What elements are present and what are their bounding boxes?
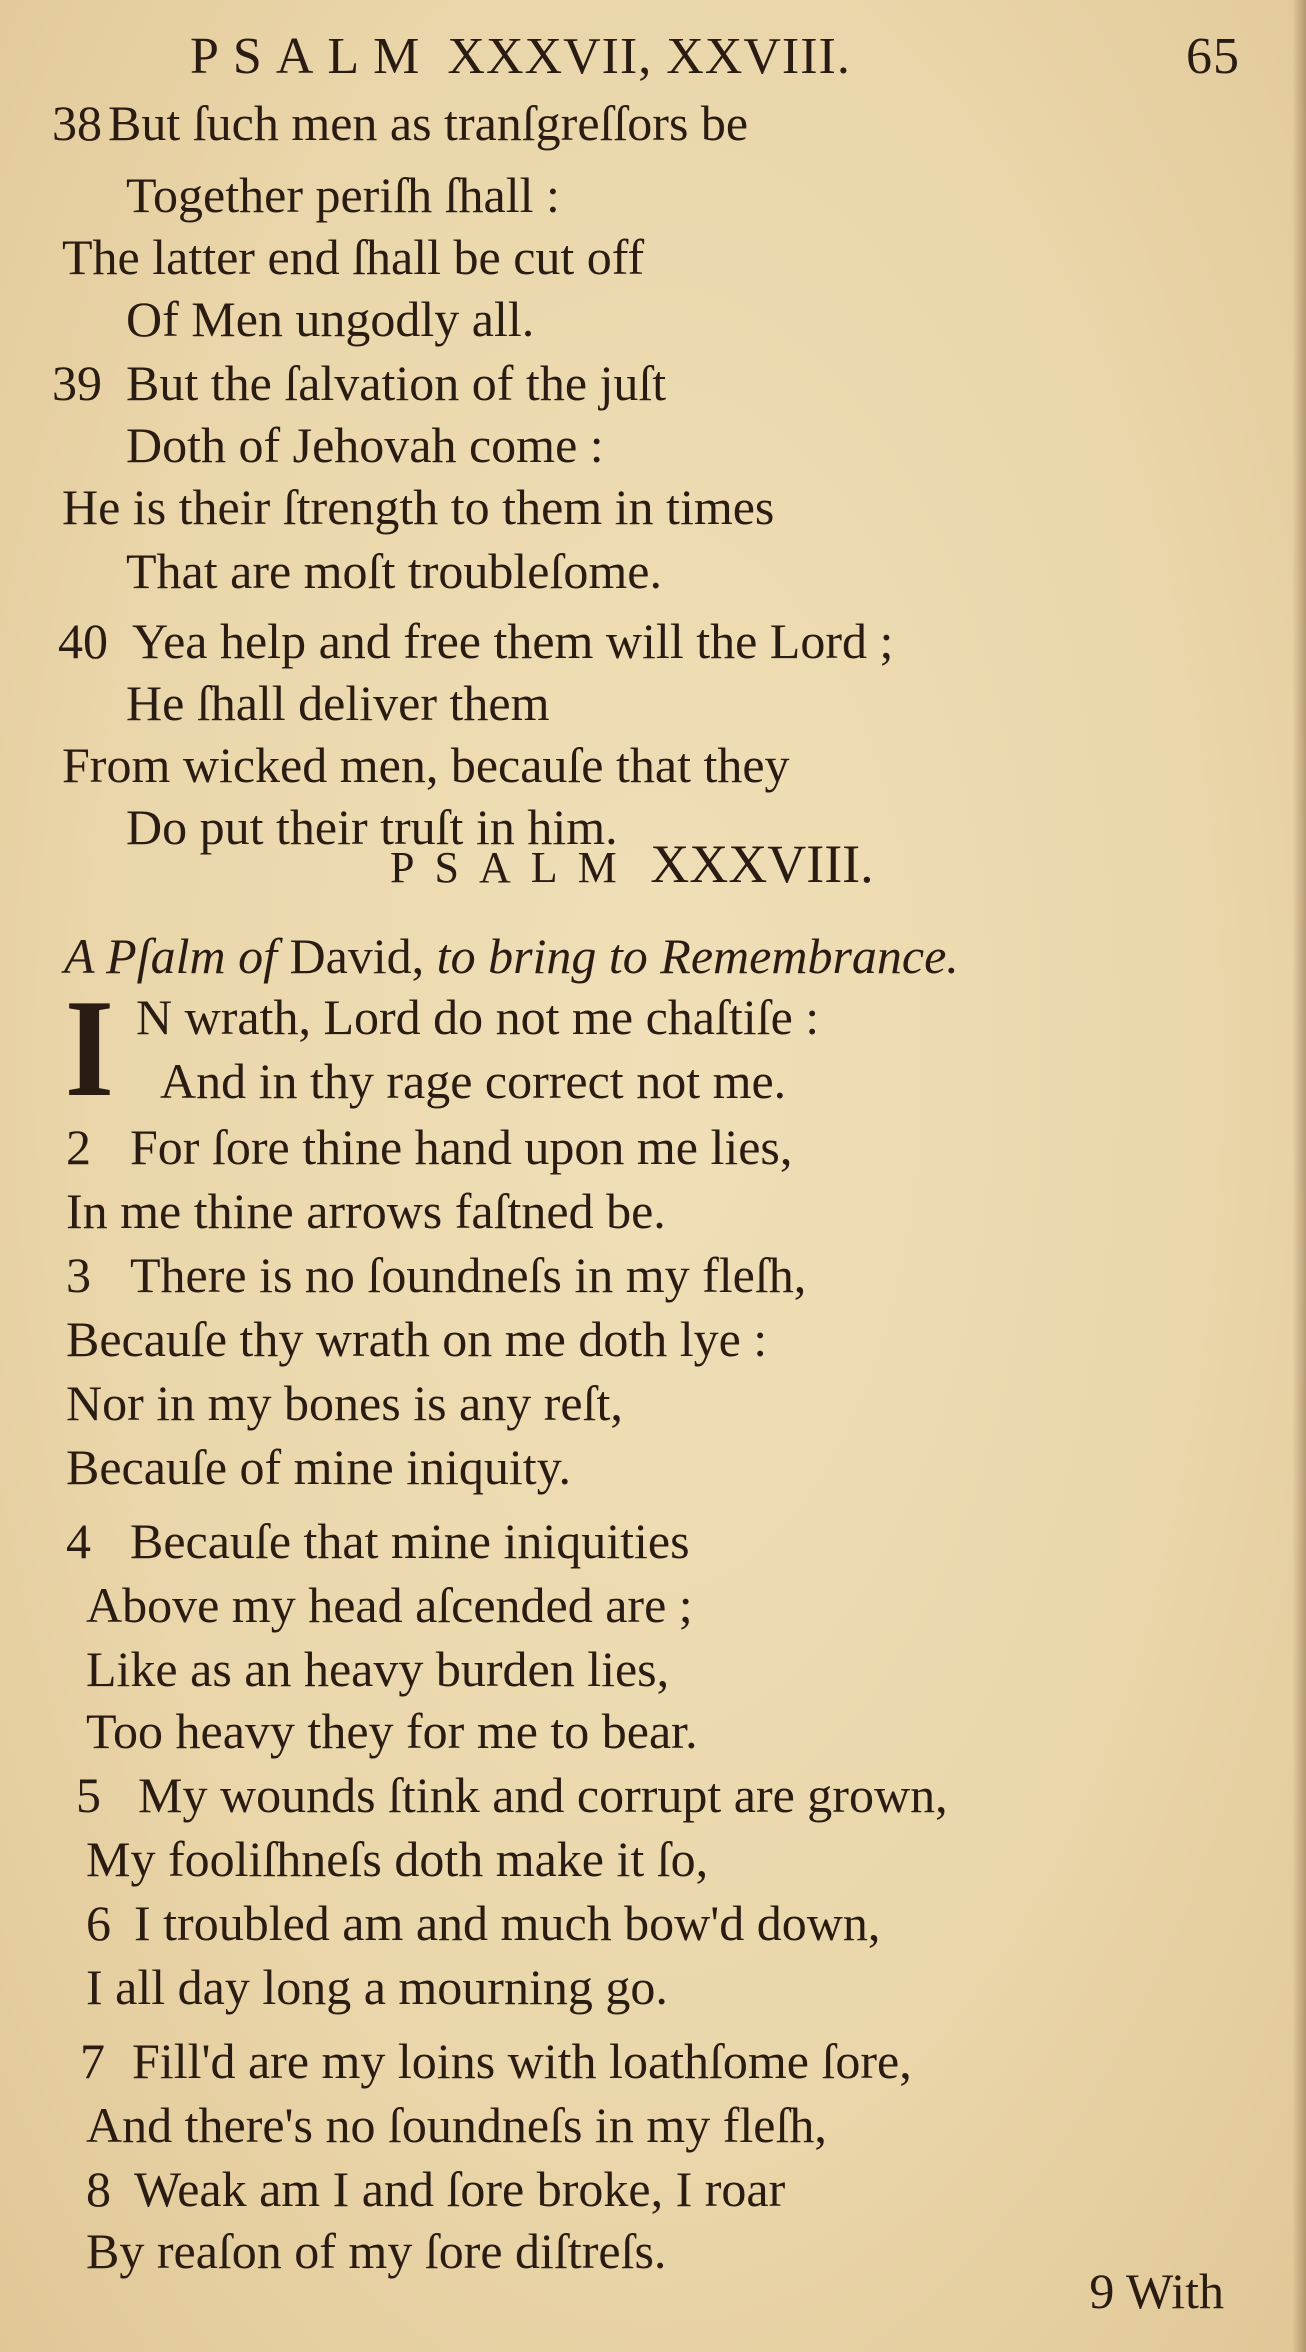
verse-text: My fooliſhneſs doth make it ſo, <box>86 1831 709 1887</box>
verse-number: 6 <box>86 1895 111 1951</box>
verse-text: N wrath, Lord do not me chaſtiſe : <box>136 989 820 1045</box>
verse-line <box>86 1828 708 1890</box>
verse-text: I troubled am and much bow'd down, <box>134 1895 881 1951</box>
verse-line <box>136 986 819 1048</box>
verse-line <box>58 610 893 672</box>
verse-number: 4 <box>66 1513 91 1569</box>
verse-line <box>66 1436 571 1498</box>
verse-line <box>66 1244 806 1306</box>
verse-text: He is their ſtrength to them in times <box>62 479 775 535</box>
drop-cap: I <box>64 971 114 1126</box>
subtitle-part-1: A Pſalm of <box>64 928 277 984</box>
verse-text: In me thine arrows faſtned be. <box>66 1183 666 1239</box>
verse-text: Too heavy they for me to bear. <box>86 1703 698 1759</box>
verse-text: Do put their truſt in him. <box>126 799 618 855</box>
verse-text: My wounds ſtink and corrupt are grown, <box>138 1767 948 1823</box>
verse-text: But ſuch men as tranſgreſſors be <box>108 95 749 151</box>
verse-line <box>66 1180 666 1242</box>
subtitle-part-2: to bring to Remembrance. <box>436 928 959 984</box>
verse-text: There is no ſoundneſs in my fleſh, <box>130 1247 807 1303</box>
verse-number: 7 <box>80 2033 105 2089</box>
running-head-numbers: XXXVII, XXVIII. <box>447 28 851 85</box>
verse-line <box>86 2158 785 2220</box>
verse-line <box>62 734 790 796</box>
psalm-heading-word: PSALM <box>390 843 637 892</box>
verse-text: Yea help and free them will the Lord ; <box>132 613 894 669</box>
verse-line <box>126 540 662 602</box>
verse-line <box>76 1764 948 1826</box>
verse-text: By reaſon of my ſore diſtreſs. <box>86 2223 667 2279</box>
verse-line <box>80 2030 912 2092</box>
verse-line <box>66 1372 623 1434</box>
verse-line <box>86 2220 666 2282</box>
verse-line <box>62 476 774 538</box>
subtitle-name: David, <box>289 928 425 984</box>
verse-line <box>126 414 604 476</box>
verse-line <box>86 2094 827 2156</box>
verse-line <box>160 1050 786 1112</box>
verse-line <box>52 92 748 154</box>
catchword: 9 With <box>1089 2263 1224 2319</box>
verse-line <box>86 1638 669 1700</box>
running-head <box>190 22 1240 92</box>
verse-text: Together periſh ſhall : <box>126 167 560 223</box>
verse-text: For ſore thine hand upon me lies, <box>130 1119 793 1175</box>
verse-number: 38 <box>52 95 102 151</box>
running-head-psalm: PSALM <box>190 28 434 85</box>
verse-text: He ſhall deliver them <box>126 675 550 731</box>
verse-text: Becauſe thy wrath on me doth lye : <box>66 1311 768 1367</box>
verse-line <box>126 288 534 350</box>
verse-text: Of Men ungodly all. <box>126 291 535 347</box>
verse-text: Above my head aſcended are ; <box>86 1577 693 1633</box>
verse-number: 40 <box>58 613 108 669</box>
psalm-heading <box>390 832 874 896</box>
verse-text: But the ſalvation of the juſt <box>126 355 667 411</box>
verse-number: 39 <box>52 355 102 411</box>
page-number: 65 <box>1186 28 1240 85</box>
verse-number: 8 <box>86 2161 111 2217</box>
verse-line <box>126 164 560 226</box>
verse-line <box>86 1892 880 1954</box>
verse-text: Becauſe of mine iniquity. <box>66 1439 571 1495</box>
verse-text: Becauſe that mine iniquities <box>130 1513 690 1569</box>
verse-text: The latter end ſhall be cut off <box>62 229 645 285</box>
verse-text: From wicked men, becauſe that they <box>62 737 790 793</box>
psalm-heading-number: XXXVIII. <box>650 834 874 894</box>
page-edge-shadow <box>1292 0 1306 2352</box>
verse-text: Nor in my bones is any reſt, <box>66 1375 623 1431</box>
verse-line <box>66 1308 767 1370</box>
verse-line <box>66 1116 792 1178</box>
verse-text: Weak am I and ſore broke, I roar <box>134 2161 786 2217</box>
verse-text: I all day long a mourning go. <box>86 1959 668 2015</box>
verse-line <box>66 1510 690 1572</box>
verse-line <box>62 226 644 288</box>
verse-text: And in thy rage correct not me. <box>160 1053 787 1109</box>
verse-text: And there's no ſoundneſs in my fleſh, <box>86 2097 827 2153</box>
verse-text: Fill'd are my loins with loathſome ſore, <box>132 2033 912 2089</box>
verse-text: Doth of Jehovah come : <box>126 417 604 473</box>
verse-number: 3 <box>66 1247 91 1303</box>
verse-line <box>52 352 666 414</box>
verse-text: Like as an heavy burden lies, <box>86 1641 670 1697</box>
verse-line <box>126 672 549 734</box>
verse-line <box>86 1700 698 1762</box>
psalm-subtitle <box>64 924 959 988</box>
verse-number: 2 <box>66 1119 91 1175</box>
verse-line <box>86 1574 693 1636</box>
verse-number: 5 <box>76 1767 101 1823</box>
verse-line <box>86 1956 668 2018</box>
verse-text: That are moſt troubleſome. <box>126 543 662 599</box>
